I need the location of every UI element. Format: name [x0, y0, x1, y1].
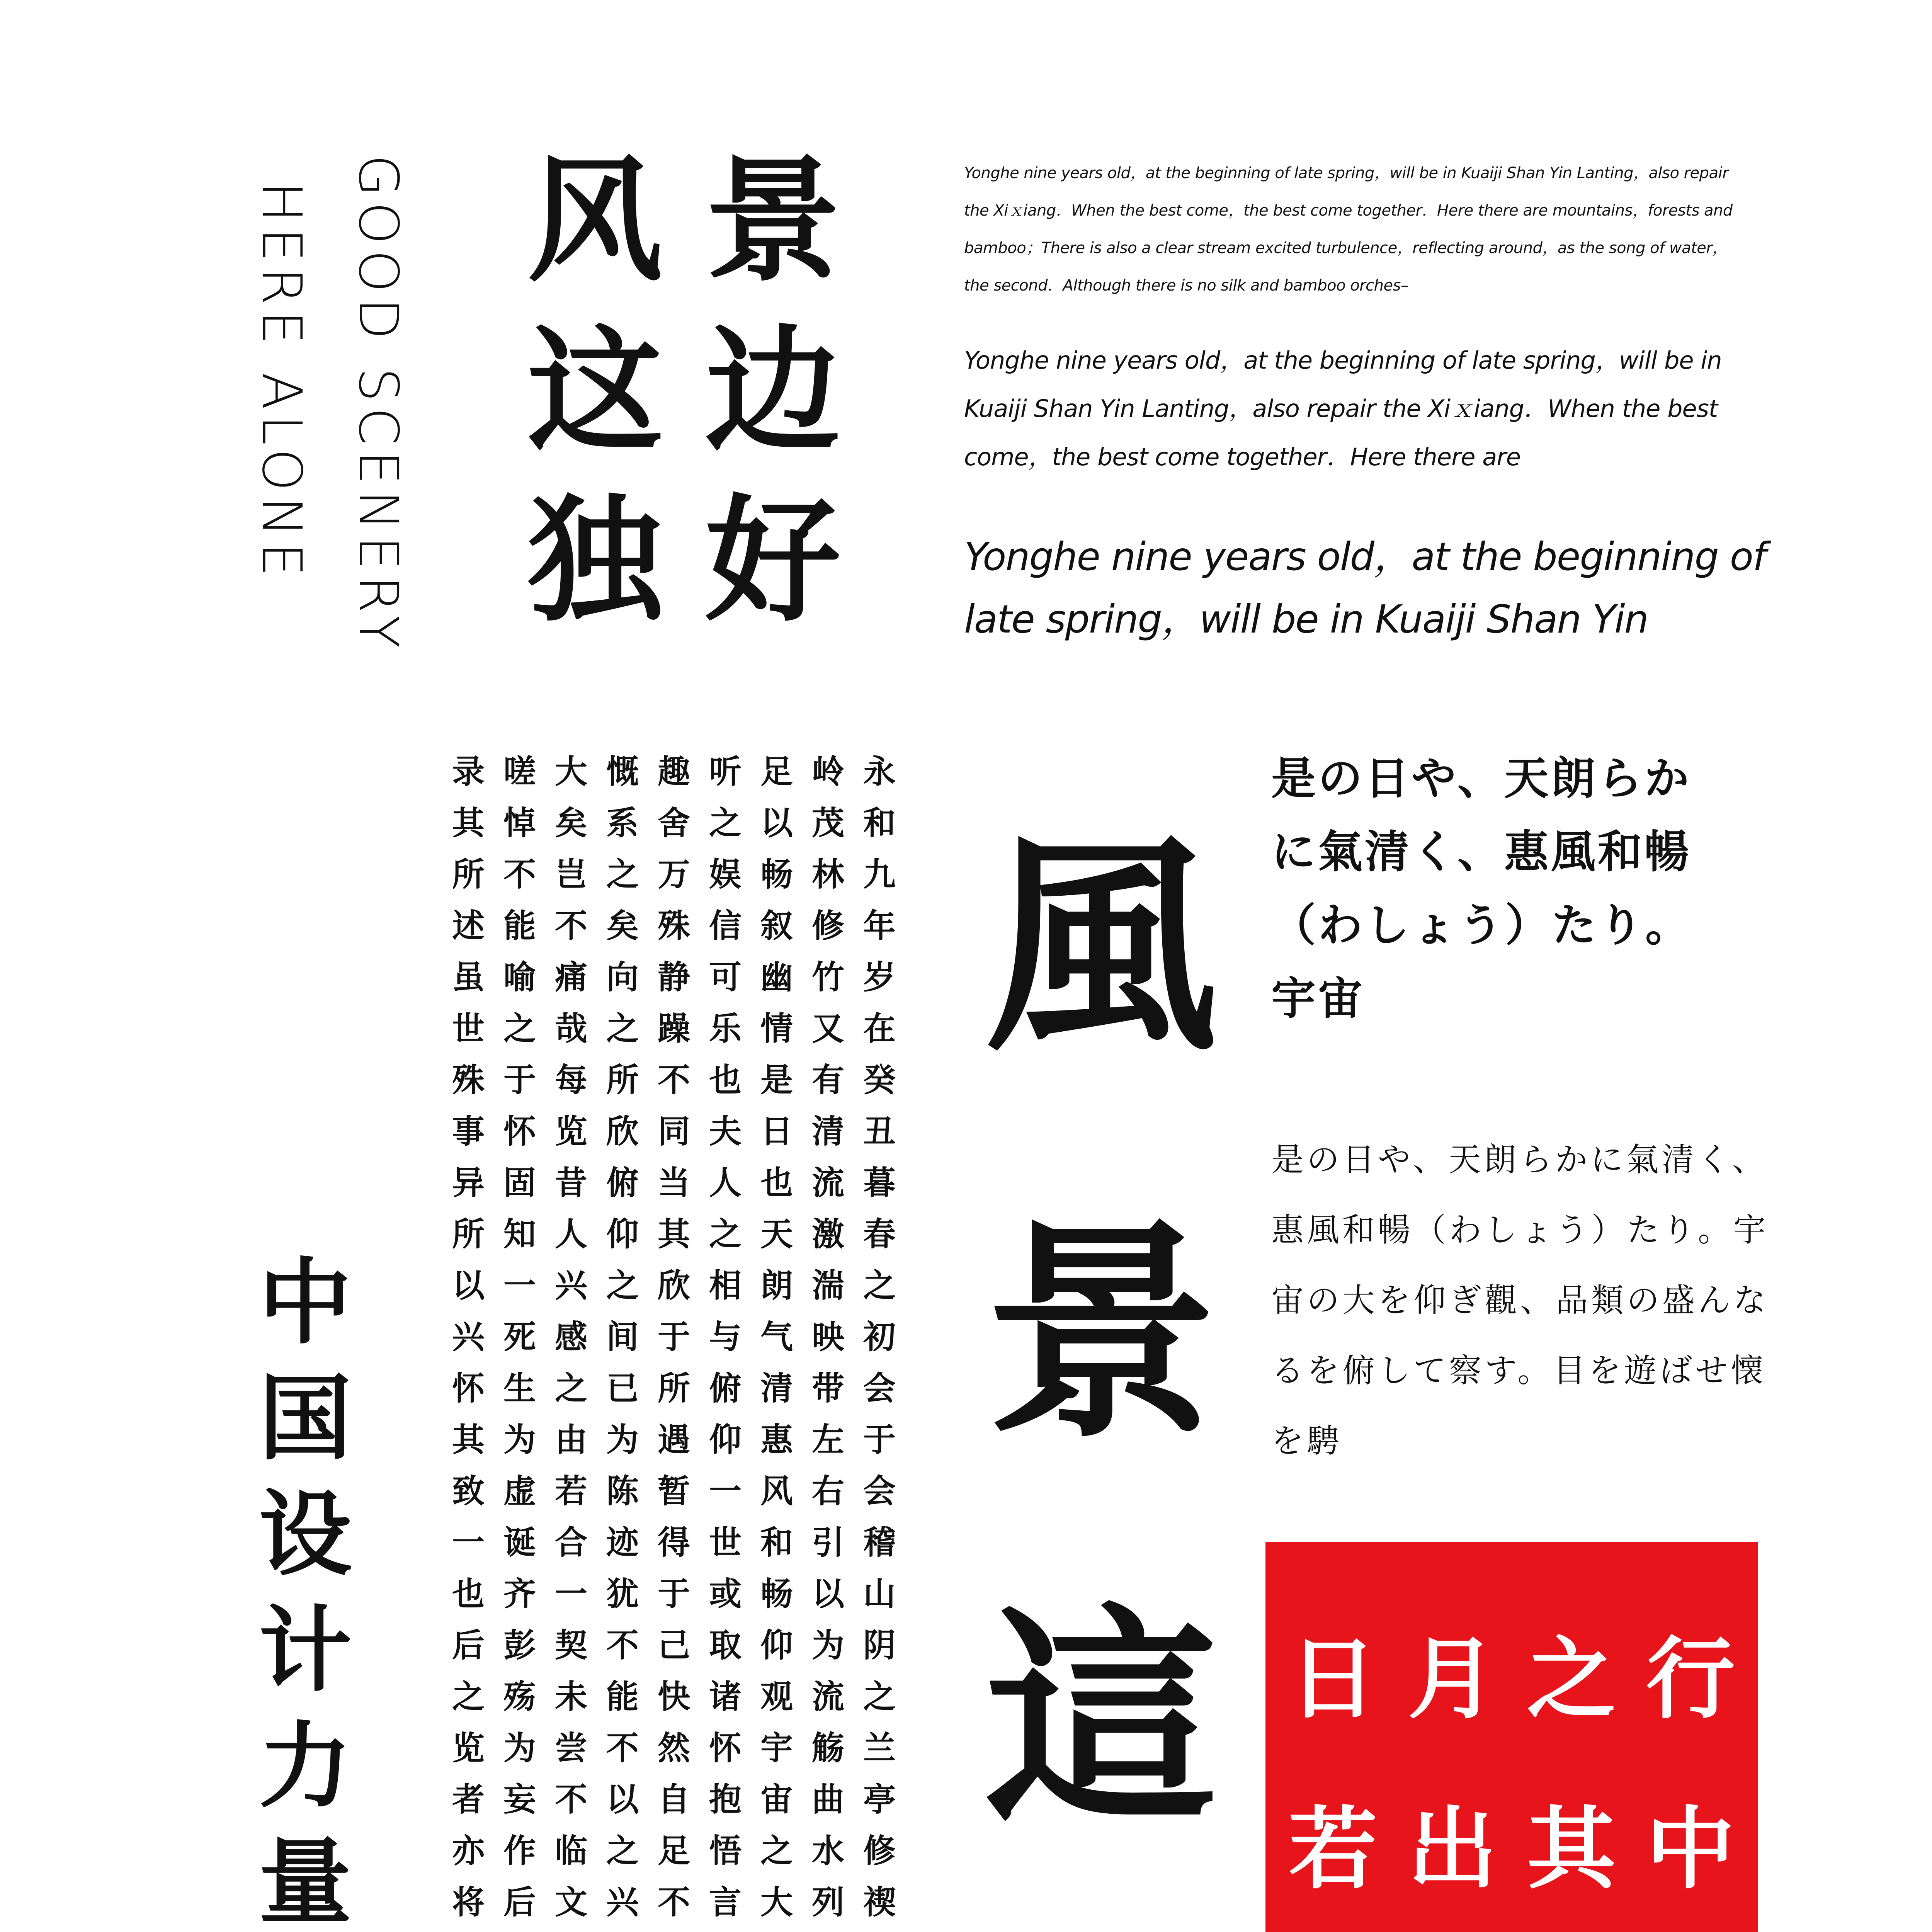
- classical-character: 足: [760, 752, 793, 791]
- title-character: 好: [705, 481, 840, 640]
- classical-character: 陈: [606, 1472, 639, 1510]
- classical-character: 若: [554, 1472, 587, 1510]
- classical-character: 岭: [811, 752, 844, 791]
- classical-character: 之: [606, 1832, 639, 1870]
- classical-character: 昔: [554, 1163, 587, 1202]
- classical-character: 不: [606, 1626, 639, 1664]
- classical-character: 之: [606, 1266, 639, 1304]
- classical-character: 每: [554, 1061, 587, 1099]
- classical-character: 清: [760, 1369, 793, 1407]
- classical-character: 一: [503, 1266, 536, 1304]
- classical-character: 观: [760, 1677, 793, 1716]
- classical-character: 世: [709, 1523, 742, 1561]
- classical-character: 激: [811, 1215, 844, 1253]
- classical-character: 之: [554, 1369, 587, 1407]
- classical-character: 妄: [503, 1780, 536, 1818]
- classical-character: 不: [606, 1729, 639, 1767]
- classical-character: 不: [657, 1883, 690, 1921]
- classical-character: 丑: [863, 1112, 896, 1150]
- red-poem-character: 之: [1527, 1627, 1616, 1731]
- left-calligraphy-character: 国: [259, 1364, 352, 1473]
- classical-character: 临: [554, 1832, 587, 1870]
- big-calligraphy-character: 風: [985, 810, 1217, 1083]
- classical-character: 之: [606, 1009, 639, 1048]
- classical-character: 暮: [863, 1163, 896, 1202]
- classical-character: 趣: [657, 752, 690, 791]
- classical-character: 览: [554, 1112, 587, 1150]
- classical-character: [604, 1928, 641, 1932]
- classical-character: 娱: [709, 855, 742, 893]
- classical-character: 齐: [503, 1575, 536, 1613]
- english-paragraph-large: Yonghe nine years old，at the beginning of late spring，will be in Kuaiji Shan Yin: [964, 534, 1766, 642]
- big-calligraphy-character: 這: [985, 1583, 1217, 1855]
- classical-character: 世: [452, 1009, 485, 1048]
- classical-character: [501, 1928, 539, 1932]
- classical-character: 痛: [554, 958, 587, 996]
- title-character: 风: [527, 141, 663, 300]
- classical-character: 信: [709, 906, 742, 945]
- classical-character: 俯: [606, 1163, 639, 1202]
- classical-character: 然: [657, 1729, 690, 1767]
- classical-text-column: [706, 746, 744, 1932]
- classical-character: 向: [606, 958, 639, 996]
- classical-character: 畅: [760, 855, 793, 893]
- classical-character: 流: [811, 1677, 844, 1716]
- classical-character: 永: [863, 752, 896, 791]
- classical-character: 夫: [709, 1112, 742, 1150]
- classical-character: 尝: [554, 1729, 587, 1767]
- classical-character: 幽: [760, 958, 793, 996]
- classical-character: 岁: [863, 958, 896, 996]
- classical-character: 一: [452, 1523, 485, 1561]
- classical-character: 嗟: [503, 752, 536, 791]
- classical-character: 湍: [811, 1266, 844, 1304]
- big-calligraphy-column: [951, 757, 1252, 1932]
- classical-character: 由: [554, 1420, 587, 1459]
- classical-character: 异: [452, 1163, 485, 1202]
- classical-character: 生: [503, 1369, 536, 1407]
- classical-character: 禊: [863, 1883, 896, 1921]
- classical-character: 所: [452, 855, 485, 893]
- classical-character: 人: [709, 1163, 742, 1202]
- classical-character: 大: [554, 752, 587, 791]
- red-poem-column: [1519, 1594, 1624, 1932]
- classical-character: [861, 1928, 898, 1932]
- classical-character: 文: [554, 1883, 587, 1921]
- classical-character: 固: [503, 1163, 536, 1202]
- classical-character: 茂: [811, 804, 844, 842]
- classical-character: 悟: [709, 1832, 742, 1870]
- classical-character: 一: [554, 1575, 587, 1613]
- classical-text-column: [809, 746, 847, 1932]
- classical-character: 快: [657, 1677, 690, 1716]
- classical-character: 气: [760, 1318, 793, 1356]
- red-poem-character: 日: [1288, 1627, 1378, 1731]
- classical-character: 间: [606, 1318, 639, 1356]
- classical-character: 其: [657, 1215, 690, 1253]
- classical-character: 之: [503, 1009, 536, 1048]
- classical-character: 事: [452, 1112, 485, 1150]
- red-poem-column: [1638, 1594, 1743, 1932]
- classical-character: 虽: [452, 958, 485, 996]
- classical-character: 足: [657, 1832, 690, 1870]
- classical-character: 和: [760, 1523, 793, 1561]
- classical-character: 以: [606, 1780, 639, 1818]
- classical-character: 未: [554, 1677, 587, 1716]
- classical-character: 叙: [760, 906, 793, 945]
- classical-character: 春: [863, 1215, 896, 1253]
- title-character: 独: [527, 481, 663, 640]
- classical-character: 宙: [760, 1780, 793, 1818]
- classical-character: 和: [863, 804, 896, 842]
- red-poem-column: [1281, 1594, 1385, 1932]
- classical-character: 之: [760, 1832, 793, 1870]
- classical-character: 竹: [811, 958, 844, 996]
- classical-character: 又: [811, 1009, 844, 1048]
- classical-character: 感: [554, 1318, 587, 1356]
- left-calligraphy-character: 设: [259, 1480, 352, 1588]
- classical-text-block: [412, 746, 898, 1932]
- classical-character: [655, 1928, 693, 1932]
- classical-character: 为: [606, 1420, 639, 1459]
- classical-character: 已: [606, 1369, 639, 1407]
- classical-character: 矣: [606, 906, 639, 945]
- classical-character: 在: [863, 1009, 896, 1048]
- classical-character: 怀: [503, 1112, 536, 1150]
- classical-character: 水: [811, 1832, 844, 1870]
- red-poem-column: [1400, 1594, 1504, 1932]
- classical-character: 风: [760, 1472, 793, 1510]
- classical-character: 者: [452, 1780, 485, 1818]
- big-calligraphy-character: 景: [985, 1197, 1217, 1469]
- classical-character: 是: [760, 1061, 793, 1099]
- classical-text-column: [552, 746, 590, 1932]
- red-poem-character: 中: [1646, 1797, 1735, 1901]
- classical-character: 不: [657, 1061, 690, 1099]
- classical-text-column: [655, 746, 693, 1932]
- red-poem-box: [1265, 1542, 1758, 1932]
- classical-character: 怀: [709, 1729, 742, 1767]
- classical-character: 为: [811, 1626, 844, 1664]
- left-calligraphy-character: 中: [259, 1248, 352, 1357]
- classical-character: 清: [811, 1112, 844, 1150]
- classical-character: 为: [503, 1729, 536, 1767]
- classical-character: 觞: [811, 1729, 844, 1767]
- classical-character: 林: [811, 855, 844, 893]
- classical-character: 知: [503, 1215, 536, 1253]
- classical-character: 其: [452, 804, 485, 842]
- red-poem-columns: [1281, 1594, 1743, 1932]
- classical-character: 得: [657, 1523, 690, 1561]
- classical-character: 于: [863, 1420, 896, 1459]
- title-column: [520, 143, 670, 653]
- classical-character: 亦: [452, 1832, 485, 1870]
- classical-character: 之: [863, 1266, 896, 1304]
- classical-character: 与: [709, 1318, 742, 1356]
- red-poem-character: 行: [1646, 1627, 1735, 1731]
- classical-character: 遇: [657, 1420, 690, 1459]
- classical-character: 静: [657, 958, 690, 996]
- classical-character: 兴: [452, 1318, 485, 1356]
- classical-character: 会: [863, 1369, 896, 1407]
- classical-text-column: [758, 746, 796, 1932]
- classical-character: 合: [554, 1523, 587, 1561]
- classical-character: 畅: [760, 1575, 793, 1613]
- classical-character: 映: [811, 1318, 844, 1356]
- classical-character: 不: [554, 906, 587, 945]
- classical-character: 听: [709, 752, 742, 791]
- classical-character: 自: [657, 1780, 690, 1818]
- classical-character: 修: [811, 906, 844, 945]
- classical-character: 癸: [863, 1061, 896, 1099]
- classical-character: 虚: [503, 1472, 536, 1510]
- classical-character: 矣: [554, 804, 587, 842]
- classical-character: 死: [503, 1318, 536, 1356]
- classical-character: 所: [452, 1215, 485, 1253]
- vertical-title-good-scenery: GOOD SCENERY: [347, 155, 410, 654]
- classical-character: 也: [760, 1163, 793, 1202]
- classical-character: 之: [709, 804, 742, 842]
- classical-character: 欣: [657, 1266, 690, 1304]
- classical-character: 或: [709, 1575, 742, 1613]
- classical-character: 取: [709, 1626, 742, 1664]
- classical-character: 之: [709, 1215, 742, 1253]
- classical-character: 右: [811, 1472, 844, 1510]
- classical-character: 万: [657, 855, 690, 893]
- classical-character: 暂: [657, 1472, 690, 1510]
- big-calligraphy-character: [951, 1917, 1252, 1932]
- classical-character: 左: [811, 1420, 844, 1459]
- classical-character: 抱: [709, 1780, 742, 1818]
- red-poem-character: 月: [1408, 1627, 1497, 1731]
- classical-character: 乐: [709, 1009, 742, 1048]
- classical-character: 所: [657, 1369, 690, 1407]
- classical-character: 不: [554, 1780, 587, 1818]
- classical-character: 作: [503, 1832, 536, 1870]
- classical-character: 惠: [760, 1420, 793, 1459]
- classical-character: 之: [452, 1677, 485, 1716]
- classical-character: 彭: [503, 1626, 536, 1664]
- classical-character: 会: [863, 1472, 896, 1510]
- classical-character: 迹: [606, 1523, 639, 1561]
- classical-character: 以: [811, 1575, 844, 1613]
- classical-character: 山: [863, 1575, 896, 1613]
- title-calligraphy: [516, 143, 848, 653]
- classical-character: 可: [709, 958, 742, 996]
- classical-character: 录: [452, 752, 485, 791]
- classical-character: 亭: [863, 1780, 896, 1818]
- classical-character: 不: [503, 855, 536, 893]
- classical-text-column: [861, 746, 898, 1932]
- classical-character: 哉: [554, 1009, 587, 1048]
- left-calligraphy-column: [247, 1244, 363, 1932]
- classical-character: 也: [452, 1575, 485, 1613]
- classical-character: 曲: [811, 1780, 844, 1818]
- classical-character: [706, 1928, 744, 1932]
- classical-character: 致: [452, 1472, 485, 1510]
- classical-character: 殊: [452, 1061, 485, 1099]
- classical-character: 系: [606, 804, 639, 842]
- classical-character: 将: [452, 1883, 485, 1921]
- classical-character: 仰: [760, 1626, 793, 1664]
- classical-character: 带: [811, 1369, 844, 1407]
- red-poem-character: 若: [1288, 1797, 1378, 1901]
- classical-character: 以: [452, 1266, 485, 1304]
- classical-character: 岂: [554, 855, 587, 893]
- classical-character: 也: [709, 1061, 742, 1099]
- classical-character: 契: [554, 1626, 587, 1664]
- classical-character: 为: [503, 1420, 536, 1459]
- classical-character: 人: [554, 1215, 587, 1253]
- classical-character: 情: [760, 1009, 793, 1048]
- classical-text-column: [449, 746, 487, 1932]
- english-paragraph-medium: Yonghe nine years old，at the beginning of late spring，will be in Kuaiji Shan Yin Lanting，also repair the Xiｘiang．When the best come，the best come together．Here there are: [964, 346, 1722, 471]
- classical-character: 能: [606, 1677, 639, 1716]
- classical-character: 诸: [709, 1677, 742, 1716]
- classical-character: 朗: [760, 1266, 793, 1304]
- classical-character: [449, 1928, 487, 1932]
- classical-character: 当: [657, 1163, 690, 1202]
- classical-character: 诞: [503, 1523, 536, 1561]
- classical-character: 宇: [760, 1729, 793, 1767]
- classical-character: 览: [452, 1729, 485, 1767]
- classical-character: 之: [863, 1677, 896, 1716]
- red-poem-character: 其: [1527, 1797, 1616, 1901]
- japanese-paragraph-small: 是の日や、天朗らかに氣清く、惠風和暢（わしょう）たり。宇宙の大を仰ぎ觀、品類の盛んなるを俯して察す。目を遊ばせ懐を騁: [1271, 1141, 1769, 1460]
- classical-character: 舍: [657, 804, 690, 842]
- vertical-title-here-alone: HERE ALONE: [250, 182, 313, 582]
- left-calligraphy-character: 计: [259, 1595, 352, 1704]
- classical-character: 殇: [503, 1677, 536, 1716]
- classical-character: 流: [811, 1163, 844, 1202]
- title-character: 景: [705, 141, 840, 300]
- classical-character: 相: [709, 1266, 742, 1304]
- classical-character: 所: [606, 1061, 639, 1099]
- classical-character: 仰: [606, 1215, 639, 1253]
- classical-character: 后: [503, 1883, 536, 1921]
- classical-character: 之: [606, 855, 639, 893]
- classical-character: 言: [709, 1883, 742, 1921]
- classical-character: 引: [811, 1523, 844, 1561]
- classical-character: 九: [863, 855, 896, 893]
- classical-character: 其: [452, 1420, 485, 1459]
- classical-character: 兴: [606, 1883, 639, 1921]
- classical-character: 述: [452, 906, 485, 945]
- classical-text-column: [501, 746, 539, 1932]
- classical-character: 日: [760, 1112, 793, 1150]
- classical-character: 兰: [863, 1729, 896, 1767]
- title-character: 这: [527, 311, 663, 470]
- classical-character: 兴: [554, 1266, 587, 1304]
- classical-character: 年: [863, 906, 896, 945]
- classical-character: [758, 1928, 796, 1932]
- classical-character: 俯: [709, 1369, 742, 1407]
- title-character: 边: [705, 311, 840, 470]
- japanese-paragraph-large: 是の日や、天朗らかに氣清く、惠風和暢（わしょう）たり。宇宙: [1271, 752, 1692, 1025]
- english-paragraph-small: Yonghe nine years old，at the beginning of late spring，will be in Kuaiji Shan Yin Lanting，also repair the Xiｘiang．When the best come，the best come together．Here there are mountains，forests and bamboo；There is also a clear stream excited turbulence，reflecting around，as the song of water，the second．Although there is no silk and bamboo orches–: [964, 164, 1733, 294]
- red-poem-character: 出: [1408, 1797, 1497, 1901]
- classical-character: 一: [709, 1472, 742, 1510]
- classical-character: 修: [863, 1832, 896, 1870]
- classical-character: 有: [811, 1061, 844, 1099]
- classical-character: 慨: [606, 752, 639, 791]
- classical-character: 犹: [606, 1575, 639, 1613]
- classical-character: 喻: [503, 958, 536, 996]
- title-column: [697, 143, 848, 653]
- left-calligraphy-character: 力: [259, 1711, 352, 1820]
- classical-character: 阴: [863, 1626, 896, 1664]
- classical-character: 后: [452, 1626, 485, 1664]
- classical-character: 于: [503, 1061, 536, 1099]
- classical-character: 悼: [503, 804, 536, 842]
- classical-character: 天: [760, 1215, 793, 1253]
- classical-character: 欣: [606, 1112, 639, 1150]
- classical-text-column: [604, 746, 641, 1932]
- classical-character: 于: [657, 1318, 690, 1356]
- classical-character: [809, 1928, 847, 1932]
- classical-character: 以: [760, 804, 793, 842]
- classical-character: 稽: [863, 1523, 896, 1561]
- classical-character: 仰: [709, 1420, 742, 1459]
- classical-character: 躁: [657, 1009, 690, 1048]
- classical-character: 己: [657, 1626, 690, 1664]
- classical-character: 能: [503, 906, 536, 945]
- classical-character: 怀: [452, 1369, 485, 1407]
- left-calligraphy-character: 量: [259, 1827, 352, 1932]
- classical-character: 大: [760, 1883, 793, 1921]
- classical-character: 殊: [657, 906, 690, 945]
- classical-character: 初: [863, 1318, 896, 1356]
- classical-character: 于: [657, 1575, 690, 1613]
- classical-character: 同: [657, 1112, 690, 1150]
- classical-character: 列: [811, 1883, 844, 1921]
